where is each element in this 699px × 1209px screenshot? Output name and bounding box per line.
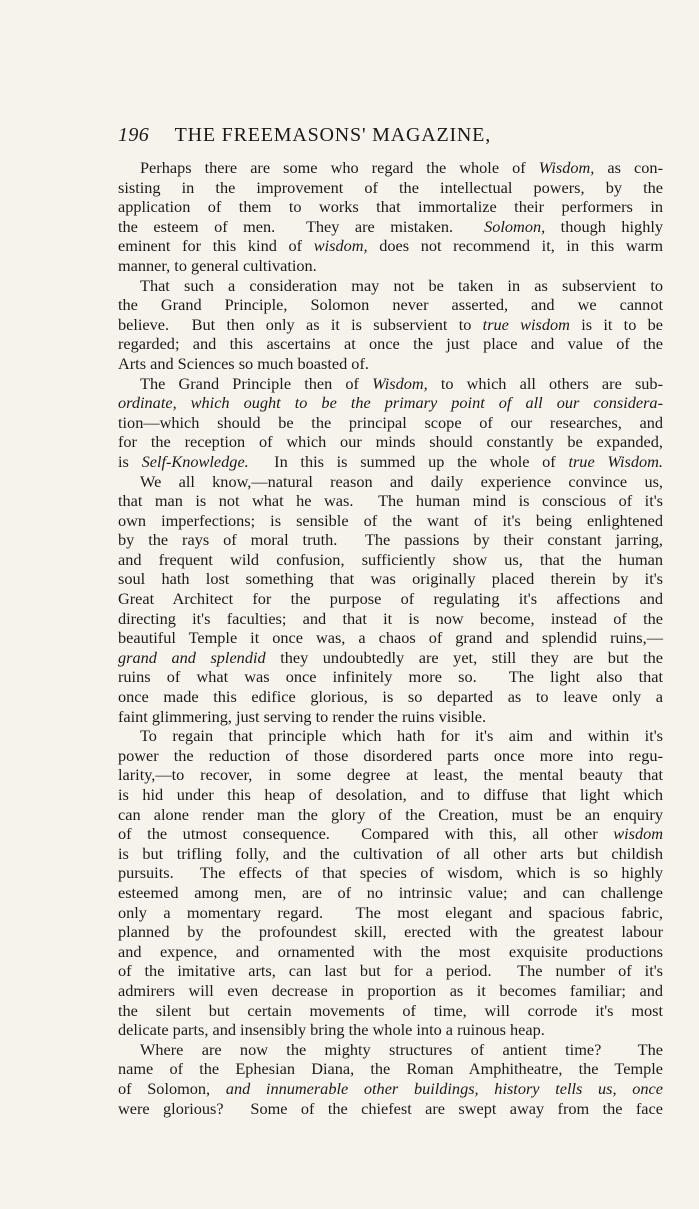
magazine-title: THE FREEMASONS' MAGAZINE,: [174, 124, 491, 146]
text-segment: of the utmost consequence. Compared with this, all other: [118, 824, 614, 844]
text-line: [118, 883, 663, 903]
text-segment: for the reception of which our minds should constantly be expanded,: [118, 432, 663, 452]
text-segment: planned by the profoundest skill, erected with the greatest labour: [118, 922, 663, 942]
text-segment: That such a consideration may not be taken in as subservient to: [140, 275, 663, 295]
text-segment: regarded; and this ascertains at once the just place and value of the: [118, 334, 663, 354]
text-segment: of the imitative arts, can last but for a period. The number of it's: [118, 961, 663, 981]
text-segment: esteemed among men, are of no intrinsic value; and can challenge: [118, 882, 663, 902]
paragraph-first-line: [118, 158, 663, 178]
text-segment: tion—which should be the principal scope of our researches, and: [118, 412, 663, 432]
text-segment: is but trifling folly, and the cultivation of all other arts but childish: [118, 843, 663, 863]
text-segment: application of them to works that immortalize their performers in: [118, 197, 663, 217]
text-segment: does not recommend it, in this warm: [367, 236, 663, 256]
italic-text: Wisdom,: [538, 158, 595, 177]
text-segment: once made this edifice glorious, is so departed as to leave only a: [118, 687, 663, 707]
text-line: [118, 1059, 663, 1079]
text-segment: as con-: [594, 158, 663, 177]
text-line: [118, 432, 663, 452]
article-body: [118, 158, 663, 1118]
text-segment: directing it's faculties; and that it is now become, instead of the: [118, 608, 663, 628]
text-line: [118, 961, 663, 981]
text-segment: We all know,—natural reason and daily experience convince us,: [140, 471, 663, 491]
text-segment: and expence, and ornamented with the most exquisite productions: [118, 941, 663, 961]
italic-text: Solomon,: [484, 216, 546, 236]
text-line: [118, 334, 663, 354]
text-line: [118, 863, 663, 883]
paragraph-first-line: [118, 726, 663, 746]
page-number: 196: [118, 124, 150, 146]
italic-text: wisdom: [613, 824, 663, 844]
text-segment: Perhaps there are some who regard the whole of: [140, 158, 539, 177]
text-line: [118, 1020, 663, 1040]
italic-text: Self-Knowledge.: [141, 451, 249, 471]
text-line: [118, 236, 663, 256]
text-line: [118, 922, 663, 942]
text-segment: larity,—to recover, in some degree at least, the mental beauty that: [118, 765, 663, 785]
text-segment: In this is summed up the whole of: [248, 451, 569, 471]
text-line: [118, 942, 663, 962]
text-line: [118, 569, 663, 589]
text-segment: faint glimmering, just serving to render the ruins visible.: [118, 706, 487, 726]
italic-text: true wisdom: [482, 314, 570, 334]
text-segment: can alone render man the glory of the Creation, must be an enquiry: [118, 804, 663, 824]
italic-text: ordinate, which ought to be the primary point of all our considera-: [118, 393, 663, 413]
text-line: [118, 550, 663, 570]
paragraph-first-line: [118, 1040, 663, 1060]
text-line: [118, 844, 663, 864]
text-line: [118, 628, 663, 648]
text-segment: pursuits. The effects of that species of wisdom, which is so highly: [118, 863, 663, 883]
text-line: [118, 765, 663, 785]
text-line: [118, 1001, 663, 1021]
text-segment: Arts and Sciences so much boasted of.: [118, 353, 369, 373]
text-segment: own imperfections; is sensible of the want of it's being enlightened: [118, 510, 663, 530]
text-line: [118, 687, 663, 707]
running-header: [118, 124, 663, 147]
text-segment: is it to be: [569, 314, 663, 334]
text-segment: of Solomon,: [118, 1078, 226, 1098]
text-line: [118, 413, 663, 433]
text-line: [118, 824, 663, 844]
text-segment: is: [118, 451, 142, 471]
text-line: [118, 667, 663, 687]
text-segment: though highly: [545, 216, 663, 236]
text-segment: power the reduction of those disordered parts once more into regu-: [118, 745, 663, 765]
paragraph-first-line: [118, 472, 663, 492]
text-segment: eminent for this kind of: [118, 236, 314, 256]
text-line: [118, 393, 663, 413]
text-line: [118, 315, 663, 335]
text-line: [118, 256, 663, 276]
text-segment: delicate parts, and insensibly bring the whole into a ruinous heap.: [118, 1020, 545, 1040]
text-line: [118, 707, 663, 727]
text-line: [118, 511, 663, 531]
italic-text: true Wisdom.: [568, 451, 664, 471]
text-segment: Where are now the mighty structures of antient time? The: [140, 1039, 663, 1059]
paragraph-first-line: [118, 374, 663, 394]
text-segment: the Grand Principle, Solomon never asserted, and we cannot: [118, 295, 663, 315]
italic-text: grand and splendid: [118, 647, 266, 667]
italic-text: wisdom,: [313, 236, 368, 256]
text-line: [118, 589, 663, 609]
text-segment: sisting in the improvement of the intellectual powers, by the: [118, 177, 663, 197]
text-line: [118, 1099, 663, 1119]
text-line: [118, 197, 663, 217]
text-segment: and frequent wild confusion, sufficiently show us, that the human: [118, 549, 663, 569]
text-line: [118, 903, 663, 923]
text-segment: the esteem of men. They are mistaken.: [118, 216, 485, 236]
italic-text: and innumerable other buildings, history tells us, once: [225, 1078, 663, 1098]
text-line: [118, 805, 663, 825]
text-segment: they undoubtedly are yet, still they are but the: [265, 647, 663, 667]
text-segment: that man is not what he was. The human mind is conscious of it's: [118, 491, 663, 511]
text-segment: believe. But then only as it is subservient to: [118, 314, 483, 334]
text-line: [118, 295, 663, 315]
text-line: [118, 178, 663, 198]
text-segment: soul hath lost something that was originally placed therein by it's: [118, 569, 663, 589]
paragraph-first-line: [118, 276, 663, 296]
text-line: [118, 217, 663, 237]
text-segment: is hid under this heap of desolation, and to diffuse that light which: [118, 785, 663, 804]
text-segment: manner, to general cultivation.: [118, 255, 317, 275]
text-line: [118, 746, 663, 766]
text-segment: The Grand Principle then of: [140, 373, 373, 393]
text-segment: admirers will even decrease in proportion as it becomes familiar; and: [118, 980, 663, 1000]
text-segment: the silent but certain movements of time, will corrode it's most: [118, 1000, 663, 1020]
text-line: [118, 981, 663, 1001]
text-line: [118, 491, 663, 511]
text-line: [118, 785, 663, 805]
text-line: [118, 452, 663, 472]
text-segment: beautiful Temple it once was, a chaos of grand and splendid ruins,—: [118, 628, 663, 648]
text-line: [118, 354, 663, 374]
text-segment: name of the Ephesian Diana, the Roman Amphitheatre, the Temple: [118, 1059, 663, 1079]
text-line: [118, 609, 663, 629]
text-segment: To regain that principle which hath for it's aim and within it's: [140, 726, 663, 746]
text-segment: ruins of what was once infinitely more so. The light also that: [118, 667, 663, 687]
text-line: [118, 530, 663, 550]
text-segment: to which all others are sub-: [427, 373, 663, 393]
text-line: [118, 1079, 663, 1099]
text-segment: were glorious? Some of the chiefest are swept away from the face: [118, 1098, 663, 1118]
text-segment: by the rays of moral truth. The passions by their constant jarring,: [118, 530, 663, 550]
text-line: [118, 648, 663, 668]
italic-text: Wisdom,: [372, 373, 428, 393]
text-segment: Great Architect for the purpose of regulating it's affections and: [118, 589, 663, 609]
text-segment: only a momentary regard. The most elegant and spacious fabric,: [118, 902, 663, 922]
